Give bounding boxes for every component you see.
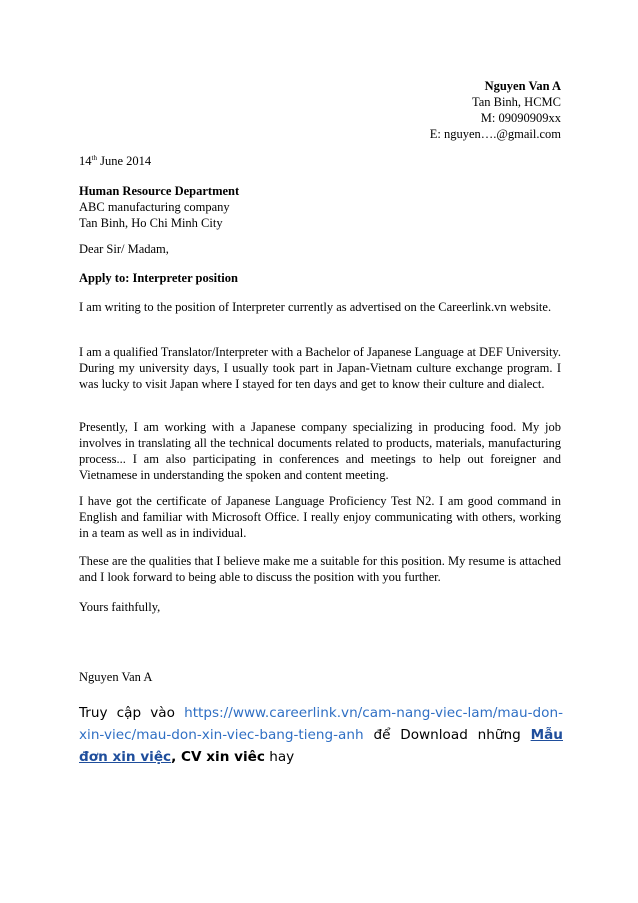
- footer-middle: để Download những: [363, 727, 531, 743]
- date-day: 14: [79, 154, 92, 168]
- sender-name: Nguyen Van A: [484, 79, 561, 93]
- recipient-company: ABC manufacturing company: [79, 200, 230, 214]
- footer-suffix: hay: [264, 749, 295, 765]
- paragraph-2: I am a qualified Translator/Interpreter with a Bachelor of Japanese Language at DEF University. During my university days, I usually took part in Japan-Vietnam culture exchange program. I was lucky to visit Japan where I stayed for ten days and get to know their culture and dialect.: [79, 345, 561, 391]
- date-rest: June 2014: [96, 154, 152, 168]
- subject-line: Apply to: Interpreter position: [79, 271, 238, 285]
- sender-address: Tan Binh, HCMC: [471, 95, 561, 109]
- footer-prefix: Truy cập vào: [79, 705, 185, 721]
- footer-comma: ,: [171, 749, 182, 765]
- sender-email: E: nguyen….@gmail.com: [429, 127, 561, 141]
- salutation: Dear Sir/ Madam,: [79, 242, 169, 256]
- signature-name: Nguyen Van A: [79, 670, 153, 684]
- paragraph-5: These are the qualities that I believe make me a suitable for this position. My resume is attached and I look forward to being able to discuss the position with you further.: [79, 554, 561, 584]
- letter-date: [79, 153, 561, 169]
- closing: Yours faithfully,: [79, 600, 161, 614]
- paragraph-1: I am writing to the position of Interpreter currently as advertised on the Careerlink.vn website.: [79, 300, 552, 314]
- recipient-city: Tan Binh, Ho Chi Minh City: [79, 216, 223, 230]
- recipient-department: Human Resource Department: [79, 184, 240, 198]
- sender-phone: M: 09090909xx: [480, 111, 561, 125]
- mau-don-xin-viec-link[interactable]: Mẫu đơn xin việc: [79, 727, 563, 765]
- paragraph-4: I have got the certificate of Japanese Language Proficiency Test N2. I am good command in English and familiar with Microsoft Office. I really enjoy communicating with others, working in a team as well as in individual.: [79, 494, 561, 540]
- sender-block: [430, 78, 561, 142]
- date-suffix: th: [91, 153, 97, 162]
- cv-xin-viec-text: CV xin viêc: [181, 749, 265, 765]
- careerlink-url-link[interactable]: https://www.careerlink.vn/cam-nang-viec-lam/mau-don-xin-viec/mau-don-xin-viec-bang-tieng-anh: [79, 705, 563, 743]
- footer-note: [79, 702, 563, 768]
- paragraph-3: Presently, I am working with a Japanese company specializing in producing food. My job involves in translating all the technical documents related to products, materials, manufacturing process... I am also participating in conferences and meetings to help out foreigner and Vietnamese in understanding the spoken and content meeting.: [79, 420, 561, 482]
- recipient-block: [79, 183, 561, 231]
